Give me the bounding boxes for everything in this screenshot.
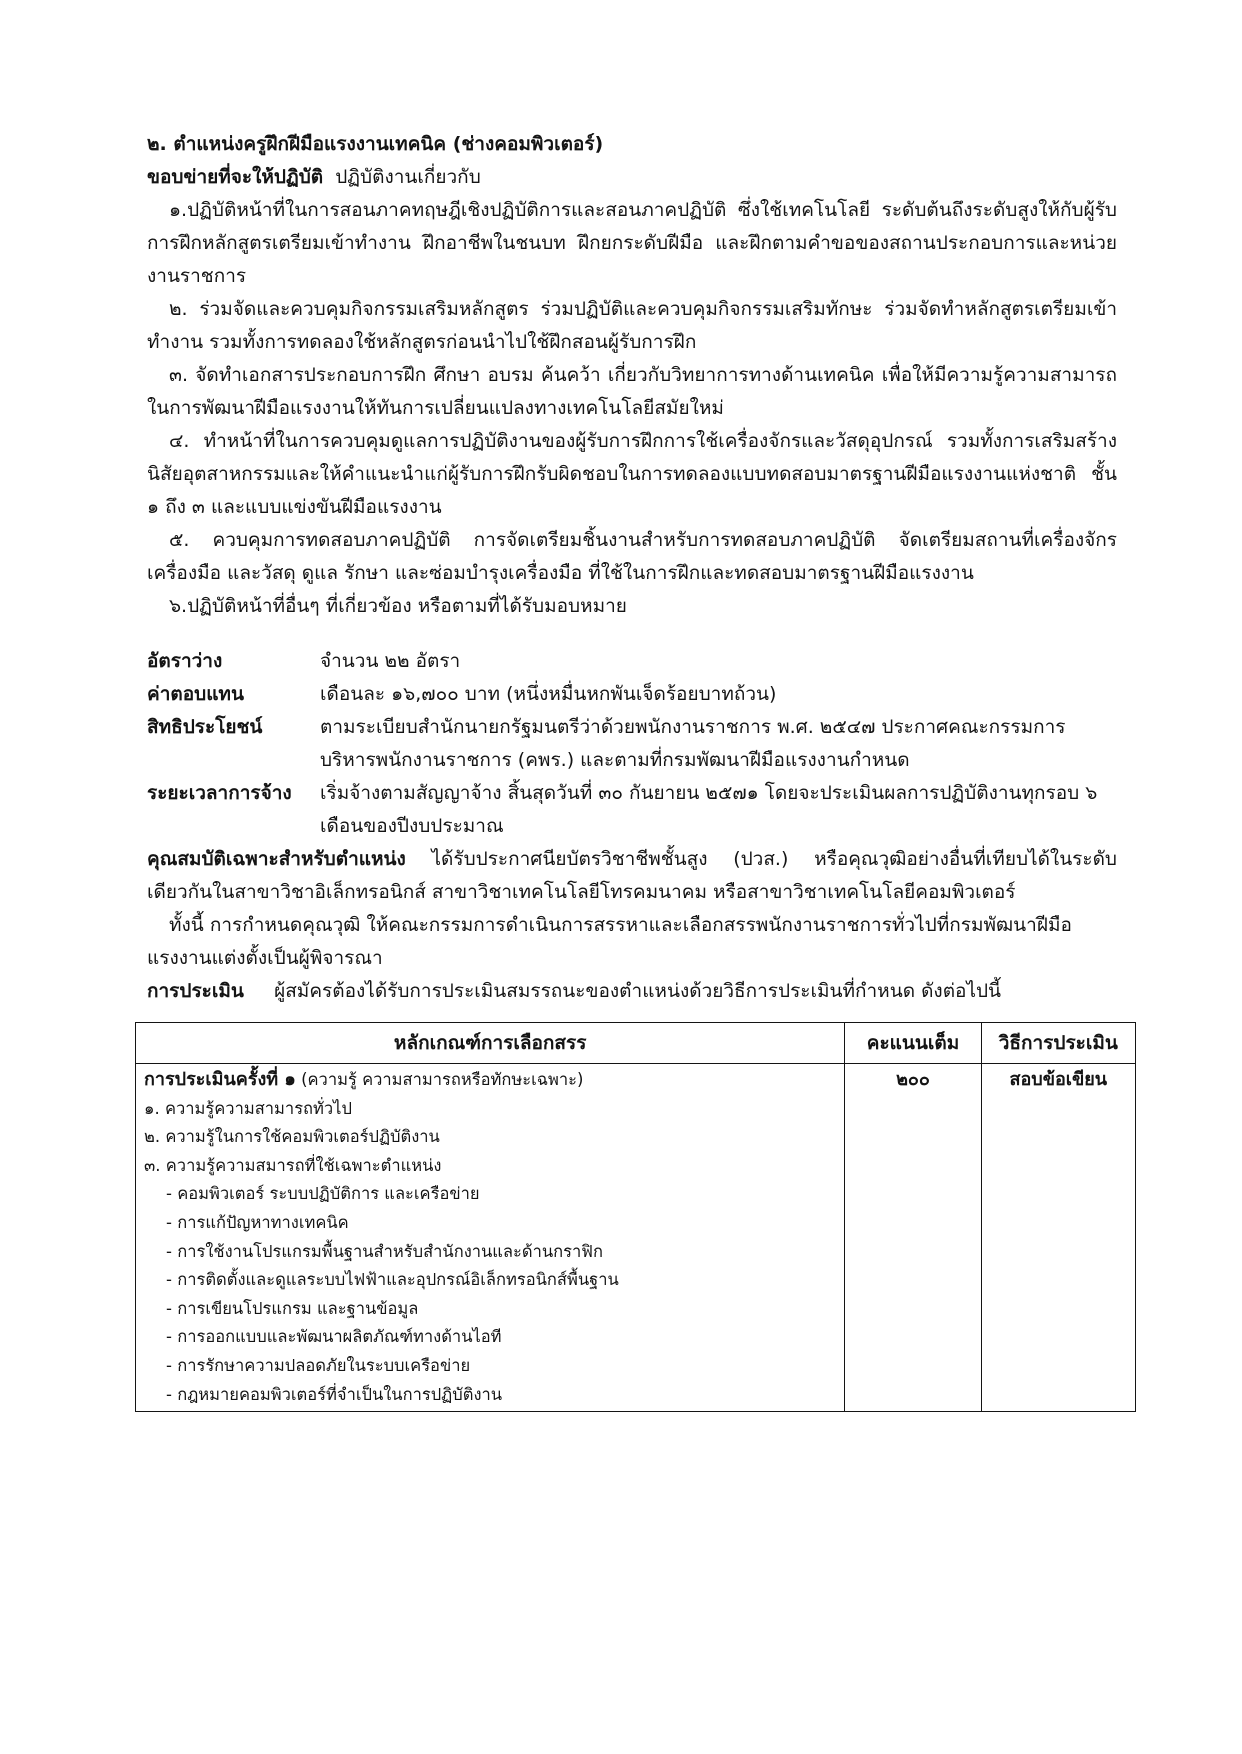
benefit-row — [147, 711, 1117, 777]
criteria-subitem: - การออกแบบและพัฒนาผลิตภัณฑ์ทางด้านไอที — [166, 1327, 502, 1347]
qualification-note: ทั้งนี้ การกำหนดคุณวุฒิ ให้คณะกรรมการดำเนินการสรรหาและเลือกสรรพนักงานราชการทั่วไปที่กรมพัฒนาฝีมือแรงงานแต่งตั้งเป็นผู้พิจารณา — [147, 914, 1072, 969]
scope-line — [147, 161, 1117, 194]
scope-text: ปฏิบัติงานเกี่ยวกับ — [335, 166, 481, 188]
criteria-table — [135, 1022, 1136, 1412]
duty-3: ๓. จัดทำเอกสารประกอบการฝึก ศึกษา อบรม ค้นคว้า เกี่ยวกับวิทยาการทางด้านเทคนิค เพื่อให้มีความรู้ความสามารถในการพัฒนาฝีมือแรงงานให้ทันการเปลี่ยนแปลงทางเทคโนโลยีสมัยใหม่ — [147, 364, 1117, 419]
criteria-subitem: - การติดตั้งและดูแลระบบไฟฟ้าและอุปกรณ์อิเล็กทรอนิกส์พื้นฐาน — [166, 1270, 619, 1290]
pay-value: เดือนละ ๑๖,๗๐๐ บาท (หนึ่งหมื่นหกพันเจ็ดร้อยบาทถ้วน) — [320, 683, 777, 705]
criteria-subitem: - การแก้ปัญหาทางเทคนิค — [166, 1212, 349, 1232]
criteria-cell — [136, 1064, 845, 1412]
pay-label: ค่าตอบแทน — [147, 683, 244, 705]
criteria-subitem: - การรักษาความปลอดภัยในระบบเครือข่าย — [166, 1355, 471, 1375]
criteria-item: ๓. ความรู้ความสมารถที่ใช้เฉพาะตำแหน่ง — [144, 1155, 442, 1175]
pay-row — [147, 678, 1117, 711]
criteria-subitem: - การเขียนโปรแกรม และฐานข้อมูล — [166, 1298, 419, 1318]
header-criteria: หลักเกณฑ์การเลือกสรร — [136, 1023, 845, 1064]
section-title: ๒. ตำแหน่งครูฝึกฝีมือแรงงานเทคนิค (ช่างคอมพิวเตอร์) — [147, 133, 604, 155]
round-line — [144, 1066, 836, 1095]
qualification-label: คุณสมบัติเฉพาะสำหรับตำแหน่ง — [147, 848, 406, 870]
term-value: เริ่มจ้างตามสัญญาจ้าง สิ้นสุดวันที่ ๓๐ กันยายน ๒๕๗๑ โดยจะประเมินผลการปฏิบัติงานทุกรอบ ๖ เดือนของปีงบประมาณ — [320, 782, 1098, 837]
score-cell: ๒๐๐ — [845, 1064, 981, 1412]
term-label: ระยะเวลาการจ้าง — [147, 782, 292, 804]
duty-4: ๔. ทำหน้าที่ในการควบคุมดูแลการปฏิบัติงานของผู้รับการฝึกการใช้เครื่องจักรและวัสดุอุปกรณ์ รวมทั้งการเสริมสร้างนิสัยอุตสาหกรรมและให้คำแนะนำแก่ผู้รับการฝึกรับผิดชอบในการทดลองแบบทดสอบมาตรฐานฝีมือแรงงานแห่งชาติ ชั้น ๑ ถึง ๓ และแบบแข่งขันฝีมือแรงงาน — [147, 430, 1117, 518]
qualification-text: ได้รับประกาศนียบัตรวิชาชีพชั้นสูง (ปวส.) หรือคุณวุฒิอย่างอื่นที่เทียบได้ในระดับเดียวกันในสาขาวิชาอิเล็กทรอนิกส์ สาขาวิชาเทคโนโลยีโทรคมนาคม หรือสาขาวิชาเทคโนโลยีคอมพิวเตอร์ — [147, 848, 1117, 903]
round-label: การประเมินครั้งที่ ๑ — [144, 1069, 296, 1090]
term-row — [147, 777, 1117, 843]
qualification-paragraph — [147, 843, 1117, 909]
criteria-subitem: - การใช้งานโปรแกรมพื้นฐานสำหรับสำนักงานและด้านกราฟิก — [166, 1241, 603, 1261]
criteria-subitem: - คอมพิวเตอร์ ระบบปฏิบัติการ และเครือข่าย — [166, 1184, 480, 1204]
round-note: (ความรู้ ความสามารถหรือทักษะเฉพาะ) — [301, 1070, 584, 1089]
evaluation-text: ผู้สมัครต้องได้รับการประเมินสมรรถนะของตำแหน่งด้วยวิธีการประเมินที่กำหนด ดังต่อไปนี้ — [274, 980, 1002, 1002]
vacancy-row — [147, 645, 1117, 678]
vacancy-label: อัตราว่าง — [147, 650, 223, 672]
benefit-value: ตามระเบียบสำนักนายกรัฐมนตรีว่าด้วยพนักงานราชการ พ.ศ. ๒๕๔๗ ประกาศคณะกรรมการบริหารพนักงานราชการ (คพร.) และตามที่กรมพัฒนาฝีมือแรงงานกำหนด — [320, 716, 1066, 771]
criteria-subitem: - กฎหมายคอมพิวเตอร์ที่จำเป็นในการปฏิบัติงาน — [166, 1384, 503, 1404]
table-header-row — [136, 1023, 1136, 1064]
duty-5: ๕. ควบคุมการทดสอบภาคปฏิบัติ การจัดเตรียมชิ้นงานสำหรับการทดสอบภาคปฏิบัติ จัดเตรียมสถานที่เครื่องจักร เครื่องมือ และวัสดุ ดูแล รักษา และซ่อมบำรุงเครื่องมือ ที่ใช้ในการฝึกและทดสอบมาตรฐานฝีมือแรงงาน — [147, 529, 1117, 584]
duty-1: ๑.ปฏิบัติหน้าที่ในการสอนภาคทฤษฎีเชิงปฏิบัติการและสอนภาคปฏิบัติ ซึ่งใช้เทคโนโลยี ระดับต้นถึงระดับสูงให้กับผู้รับการฝึกหลักสูตรเตรียมเข้าทำงาน ฝึกอาชีพในชนบท ฝึกยกระดับฝีมือ และฝึกตามคำขอของสถานประกอบการและหน่วยงานราชการ — [147, 199, 1117, 287]
method-cell: สอบข้อเขียน — [981, 1064, 1135, 1412]
duty-2: ๒. ร่วมจัดและควบคุมกิจกรรมเสริมหลักสูตร ร่วมปฏิบัติและควบคุมกิจกรรมเสริมทักษะ ร่วมจัดทำหลักสูตรเตรียมเข้าทำงาน รวมทั้งการทดลองใช้หลักสูตรก่อนนำไปใช้ฝึกสอนผู้รับการฝึก — [147, 298, 1117, 353]
document-page — [144, 128, 1118, 1412]
header-score: คะแนนเต็ม — [845, 1023, 981, 1064]
evaluation-label: การประเมิน — [147, 980, 244, 1002]
table-row — [136, 1064, 1136, 1412]
benefit-label: สิทธิประโยชน์ — [147, 716, 263, 738]
vacancy-value: จำนวน ๒๒ อัตรา — [320, 650, 461, 672]
duty-6: ๖.ปฏิบัติหน้าที่อื่นๆ ที่เกี่ยวข้อง หรือตามที่ได้รับมอบหมาย — [169, 595, 627, 617]
scope-label: ขอบข่ายที่จะให้ปฏิบัติ — [147, 166, 324, 188]
criteria-item: ๑. ความรู้ความสามารถทั่วไป — [144, 1098, 352, 1118]
header-method: วิธีการประเมิน — [981, 1023, 1135, 1064]
evaluation-line — [147, 975, 1117, 1008]
criteria-item: ๒. ความรู้ในการใช้คอมพิวเตอร์ปฏิบัติงาน — [144, 1127, 440, 1147]
